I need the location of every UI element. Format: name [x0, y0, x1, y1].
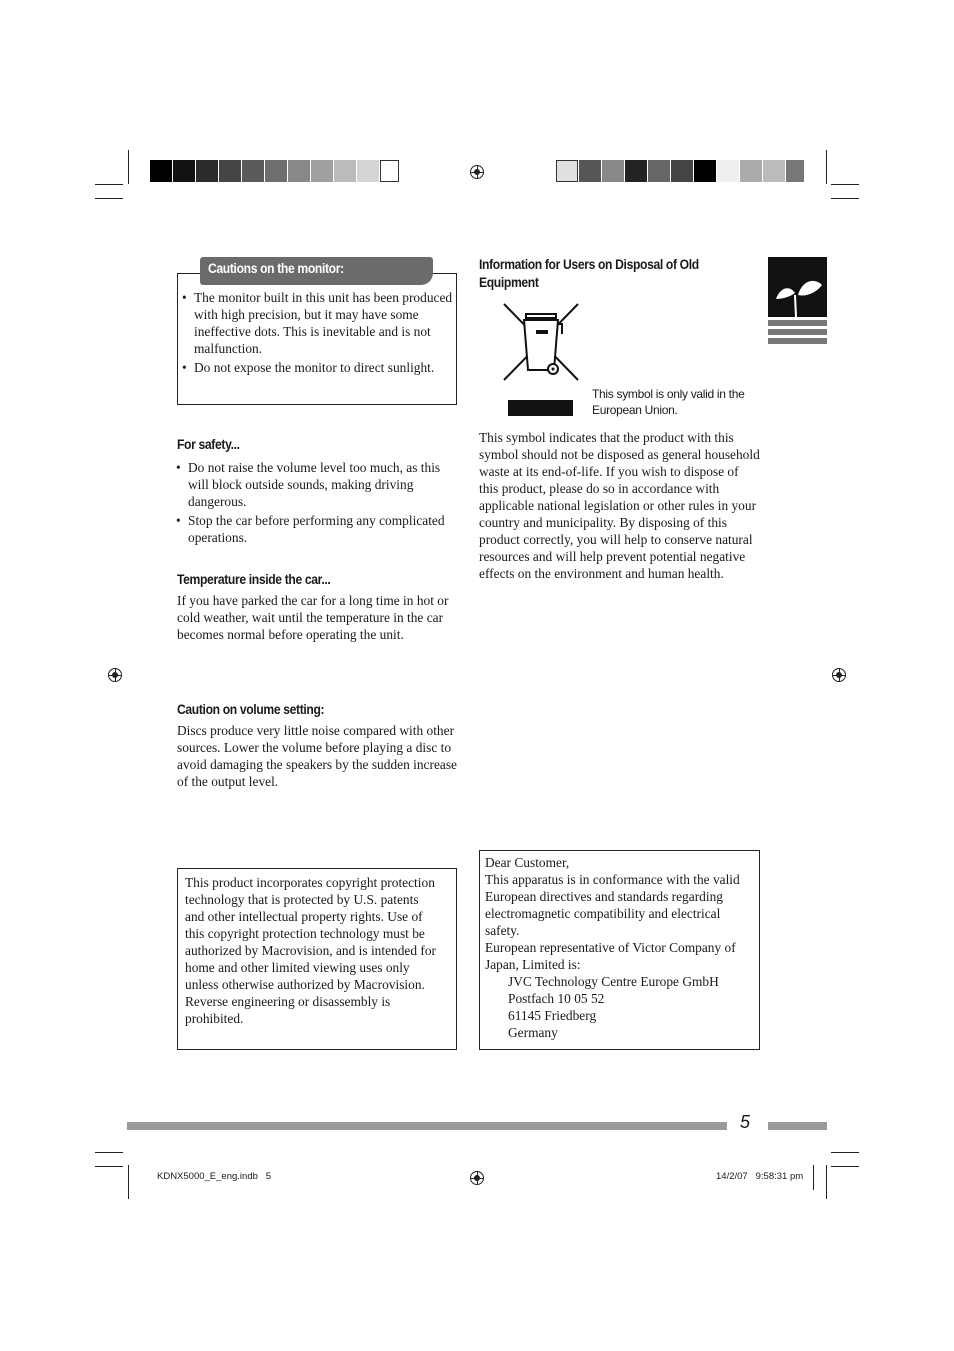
eco-leaf-icon [768, 257, 827, 317]
registration-mark-icon [108, 668, 122, 682]
address-line: 61145 Friedberg [508, 1008, 597, 1023]
address-block [485, 973, 753, 1041]
volume-heading: Caution on volume setting: [177, 702, 325, 717]
temperature-heading: Temperature inside the car... [177, 572, 331, 587]
file-slug: KDNX5000_E_eng.indb 5 [157, 1171, 272, 1182]
volume-body: Discs produce very little noise compared with other sources. Lower the volume before playing a disc to avoid damaging the speakers by the sudden increase of the output level. [177, 723, 457, 789]
list-item: • Do not raise the volume level too much, as this will block outside sounds, making driving dangerous. [172, 459, 462, 510]
eco-badge [768, 257, 827, 349]
customer-box [479, 850, 760, 1050]
disposal-body: This symbol indicates that the product with this symbol should not be disposed as general household waste at its end-of-life. If you wish to dispose of this product, please do so in accordance with applicable national legislation or other rules in your country and municipality. By disposing of this product correctly, you will help to conserve natural resources and will help prevent potential negative effects on the environment and human health. [479, 430, 760, 581]
address-line: Germany [508, 1025, 558, 1040]
copyright-text: This product incorporates copyright protection technology that is protected by U.S. patents and other intellectual property rights. Use of this copyright protection technology must be authorized by Macrovision, and is intended for home and other limited viewing uses only unless otherwise authorized by Macrovision. Reverse engineering or disassembly is prohibited. [185, 875, 437, 1026]
address-line: JVC Technology Centre Europe GmbH [508, 974, 719, 989]
footer-rule-left [127, 1122, 727, 1130]
symbol-note: This symbol is only valid in the European Union. [592, 387, 745, 417]
safety-list [172, 459, 462, 548]
registration-mark-icon [470, 1171, 484, 1185]
list-item: • The monitor built in this unit has been produced with high precision, but it may have some ineffective dots. This is inevitable and is not malfunction. [178, 289, 456, 357]
footer-rule-right [768, 1122, 827, 1130]
customer-text: This apparatus is in conformance with the valid European directives and standards regarding electromagnetic compatibility and electrical safety. [485, 872, 740, 938]
copyright-box [177, 868, 457, 1050]
list-item: • Stop the car before performing any complicated operations. [172, 512, 462, 546]
timestamp: 14/2/07 9:58:31 pm [716, 1171, 804, 1182]
customer-greeting: Dear Customer, [485, 855, 570, 870]
representative-text: European representative of Victor Company of Japan, Limited is: [485, 940, 736, 972]
registration-mark-icon [832, 668, 846, 682]
safety-heading: For safety... [177, 437, 240, 452]
cautions-monitor-list [178, 289, 456, 378]
disposal-heading: Information for Users on Disposal of Old Equipment [479, 257, 699, 290]
cautions-monitor-title: Cautions on the monitor: [208, 261, 344, 276]
cautions-monitor-tab [200, 257, 433, 285]
page-number: 5 [740, 1112, 751, 1132]
address-line: Postfach 10 05 52 [508, 991, 605, 1006]
list-item: • Do not expose the monitor to direct sunlight. [178, 359, 456, 376]
registration-mark-icon [470, 165, 484, 179]
temperature-body: If you have parked the car for a long time in hot or cold weather, wait until the temperature in the car becomes normal before operating the unit. [177, 593, 449, 642]
crossed-out-wheelie-bin-icon [500, 300, 582, 418]
